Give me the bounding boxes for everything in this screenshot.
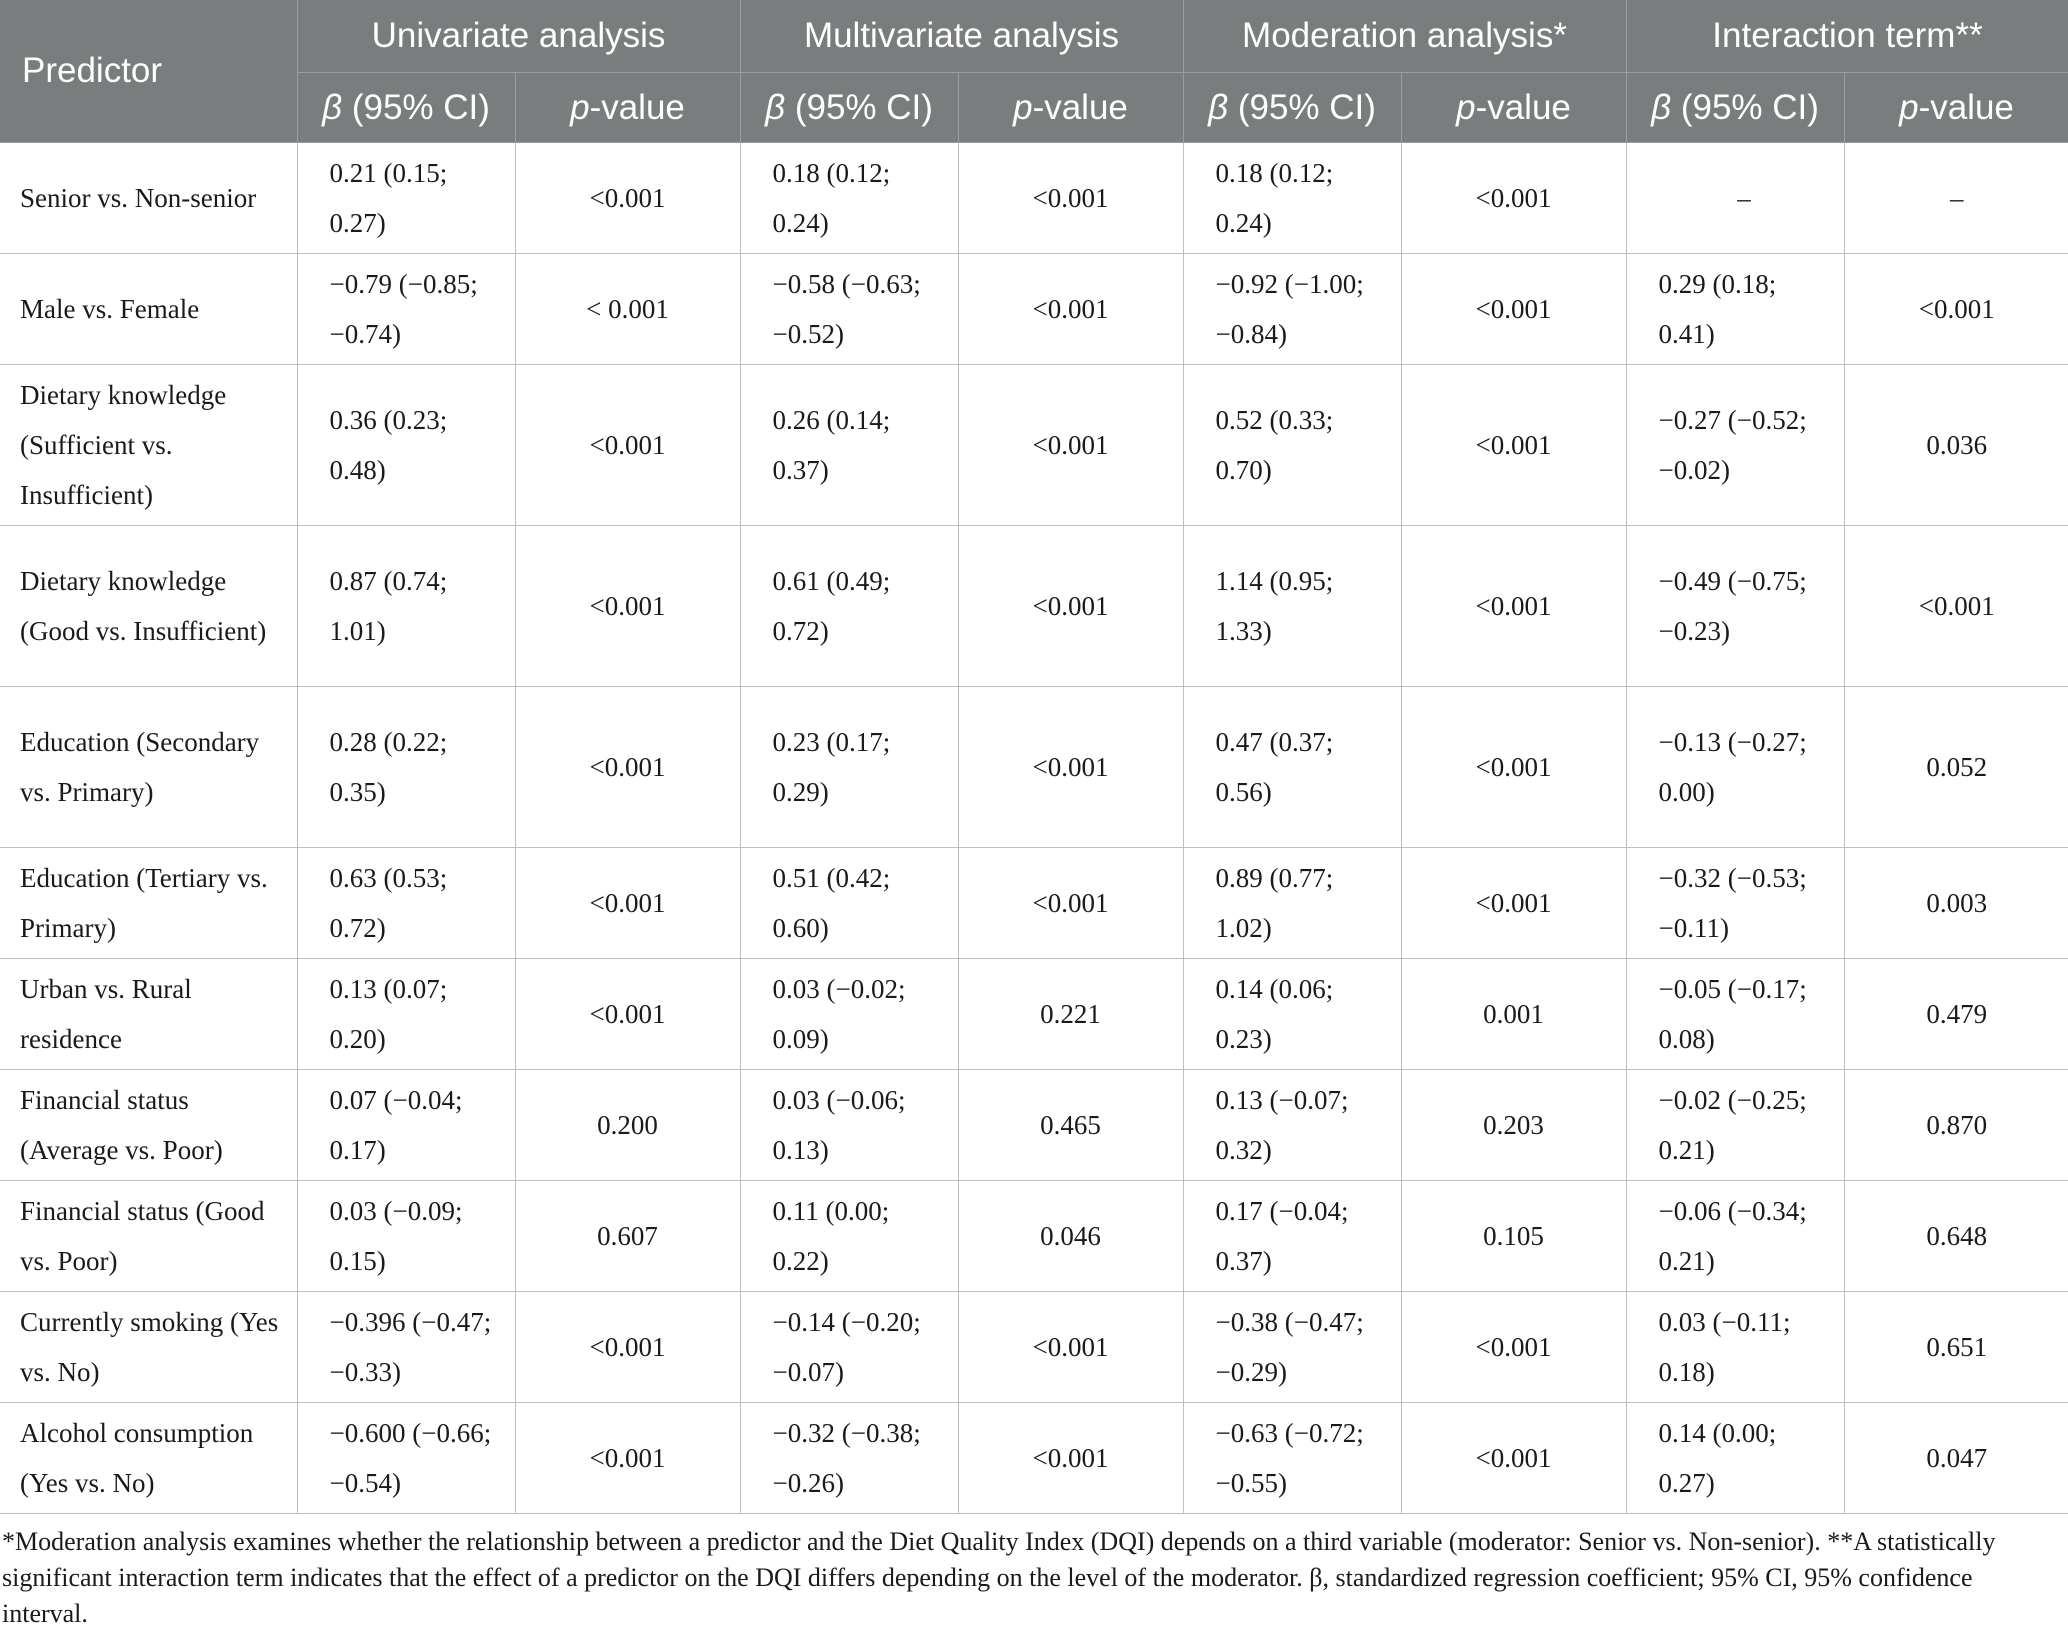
beta-symbol: β <box>765 87 786 127</box>
interaction-beta-ci-cell: – <box>1626 143 1844 254</box>
predictor-cell: Education (Tertiary vs. Primary) <box>0 848 297 959</box>
moderation-beta-ci-cell: 0.17 (−0.04; 0.37) <box>1183 1181 1401 1292</box>
multivariate-p-value-cell: <0.001 <box>958 254 1183 365</box>
multivariate-beta-ci-cell: 0.11 (0.00; 0.22) <box>740 1181 958 1292</box>
univariate-p-value-header <box>515 73 740 143</box>
table-row <box>0 959 2068 1070</box>
moderation-p-value-cell: 0.001 <box>1401 959 1626 1070</box>
moderation-p-value-cell: 0.203 <box>1401 1070 1626 1181</box>
univariate-beta-ci-header <box>297 73 515 143</box>
moderation-p-value-cell: <0.001 <box>1401 848 1626 959</box>
interaction-beta-ci-cell: −0.27 (−0.52; −0.02) <box>1626 365 1844 526</box>
multivariate-p-value-cell: <0.001 <box>958 143 1183 254</box>
multivariate-p-value-cell: <0.001 <box>958 365 1183 526</box>
moderation-beta-ci-cell: −0.63 (−0.72; −0.55) <box>1183 1403 1401 1514</box>
interaction-beta-ci-cell: 0.03 (−0.11; 0.18) <box>1626 1292 1844 1403</box>
interaction-p-value-cell: <0.001 <box>1844 254 2068 365</box>
multivariate-beta-ci-cell: 0.61 (0.49; 0.72) <box>740 526 958 687</box>
univariate-beta-ci-cell: 0.07 (−0.04; 0.17) <box>297 1070 515 1181</box>
table-row <box>0 526 2068 687</box>
moderation-beta-ci-cell: 0.18 (0.12; 0.24) <box>1183 143 1401 254</box>
multivariate-beta-ci-cell: 0.03 (−0.06; 0.13) <box>740 1070 958 1181</box>
moderation-beta-ci-cell: 0.52 (0.33; 0.70) <box>1183 365 1401 526</box>
interaction-p-value-cell: <0.001 <box>1844 526 2068 687</box>
moderation-p-value-cell: <0.001 <box>1401 526 1626 687</box>
multivariate-group-header: Multivariate analysis <box>740 0 1183 73</box>
univariate-p-value-cell: <0.001 <box>515 526 740 687</box>
interaction-beta-ci-cell: 0.14 (0.00; 0.27) <box>1626 1403 1844 1514</box>
multivariate-p-value-cell: <0.001 <box>958 526 1183 687</box>
predictor-cell: Alcohol consumption (Yes vs. No) <box>0 1403 297 1514</box>
interaction-beta-ci-cell: −0.32 (−0.53; −0.11) <box>1626 848 1844 959</box>
ci-label: (95% CI) <box>1228 87 1376 127</box>
predictor-cell: Male vs. Female <box>0 254 297 365</box>
interaction-p-value-cell: 0.870 <box>1844 1070 2068 1181</box>
table-header <box>0 0 2068 143</box>
p-italic: p <box>1899 87 1919 127</box>
interaction-p-value-header <box>1844 73 2068 143</box>
table-row <box>0 687 2068 848</box>
table-row <box>0 1181 2068 1292</box>
univariate-beta-ci-cell: 0.63 (0.53; 0.72) <box>297 848 515 959</box>
interaction-p-value-cell: 0.052 <box>1844 687 2068 848</box>
moderation-beta-ci-cell: 0.13 (−0.07; 0.32) <box>1183 1070 1401 1181</box>
multivariate-beta-ci-cell: 0.23 (0.17; 0.29) <box>740 687 958 848</box>
multivariate-p-value-cell: <0.001 <box>958 848 1183 959</box>
beta-symbol: β <box>322 87 343 127</box>
interaction-p-value-cell: 0.479 <box>1844 959 2068 1070</box>
table-row <box>0 1292 2068 1403</box>
moderation-beta-ci-cell: −0.38 (−0.47; −0.29) <box>1183 1292 1401 1403</box>
predictor-cell: Urban vs. Rural residence <box>0 959 297 1070</box>
univariate-group-header: Univariate analysis <box>297 0 740 73</box>
moderation-beta-ci-cell: 0.89 (0.77; 1.02) <box>1183 848 1401 959</box>
ci-label: (95% CI) <box>342 87 490 127</box>
interaction-beta-ci-cell: −0.06 (−0.34; 0.21) <box>1626 1181 1844 1292</box>
multivariate-p-value-header <box>958 73 1183 143</box>
interaction-p-value-cell: 0.047 <box>1844 1403 2068 1514</box>
multivariate-beta-ci-cell: 0.18 (0.12; 0.24) <box>740 143 958 254</box>
multivariate-beta-ci-cell: 0.51 (0.42; 0.60) <box>740 848 958 959</box>
interaction-group-header: Interaction term** <box>1626 0 2068 73</box>
moderation-p-value-header <box>1401 73 1626 143</box>
multivariate-beta-ci-cell: −0.14 (−0.20; −0.07) <box>740 1292 958 1403</box>
multivariate-p-value-cell: 0.465 <box>958 1070 1183 1181</box>
univariate-p-value-cell: 0.200 <box>515 1070 740 1181</box>
moderation-beta-ci-cell: 0.47 (0.37; 0.56) <box>1183 687 1401 848</box>
interaction-p-value-cell: 0.036 <box>1844 365 2068 526</box>
interaction-beta-ci-cell: −0.02 (−0.25; 0.21) <box>1626 1070 1844 1181</box>
table-body <box>0 143 2068 1514</box>
univariate-p-value-cell: < 0.001 <box>515 254 740 365</box>
predictor-cell: Currently smoking (Yes vs. No) <box>0 1292 297 1403</box>
univariate-beta-ci-cell: 0.21 (0.15; 0.27) <box>297 143 515 254</box>
multivariate-beta-ci-header <box>740 73 958 143</box>
table-row <box>0 254 2068 365</box>
p-value-label: -value <box>1475 87 1571 127</box>
univariate-beta-ci-cell: 0.13 (0.07; 0.20) <box>297 959 515 1070</box>
moderation-group-header: Moderation analysis* <box>1183 0 1626 73</box>
multivariate-beta-ci-cell: −0.58 (−0.63; −0.52) <box>740 254 958 365</box>
moderation-p-value-cell: <0.001 <box>1401 365 1626 526</box>
univariate-p-value-cell: <0.001 <box>515 848 740 959</box>
interaction-p-value-cell: 0.648 <box>1844 1181 2068 1292</box>
interaction-beta-ci-cell: −0.13 (−0.27; 0.00) <box>1626 687 1844 848</box>
interaction-p-value-cell: 0.651 <box>1844 1292 2068 1403</box>
univariate-beta-ci-cell: 0.03 (−0.09; 0.15) <box>297 1181 515 1292</box>
multivariate-beta-ci-cell: −0.32 (−0.38; −0.26) <box>740 1403 958 1514</box>
multivariate-p-value-cell: <0.001 <box>958 687 1183 848</box>
p-italic: p <box>570 87 590 127</box>
univariate-beta-ci-cell: −0.79 (−0.85; −0.74) <box>297 254 515 365</box>
univariate-beta-ci-cell: −0.396 (−0.47; −0.33) <box>297 1292 515 1403</box>
interaction-beta-ci-cell: −0.05 (−0.17; 0.08) <box>1626 959 1844 1070</box>
beta-symbol: β <box>1208 87 1229 127</box>
predictor-cell: Dietary knowledge (Sufficient vs. Insufficient) <box>0 365 297 526</box>
moderation-p-value-cell: <0.001 <box>1401 1403 1626 1514</box>
table-row <box>0 848 2068 959</box>
table-row <box>0 1070 2068 1181</box>
p-italic: p <box>1456 87 1476 127</box>
multivariate-p-value-cell: <0.001 <box>958 1292 1183 1403</box>
table-row <box>0 1403 2068 1514</box>
moderation-p-value-cell: <0.001 <box>1401 687 1626 848</box>
predictor-cell: Financial status (Average vs. Poor) <box>0 1070 297 1181</box>
interaction-beta-ci-header <box>1626 73 1844 143</box>
p-italic: p <box>1013 87 1033 127</box>
multivariate-beta-ci-cell: 0.03 (−0.02; 0.09) <box>740 959 958 1070</box>
moderation-beta-ci-cell: 1.14 (0.95; 1.33) <box>1183 526 1401 687</box>
multivariate-beta-ci-cell: 0.26 (0.14; 0.37) <box>740 365 958 526</box>
interaction-beta-ci-cell: −0.49 (−0.75; −0.23) <box>1626 526 1844 687</box>
multivariate-p-value-cell: 0.221 <box>958 959 1183 1070</box>
moderation-beta-ci-header <box>1183 73 1401 143</box>
univariate-beta-ci-cell: 0.36 (0.23; 0.48) <box>297 365 515 526</box>
moderation-p-value-cell: 0.105 <box>1401 1181 1626 1292</box>
predictor-column-header: Predictor <box>0 0 297 143</box>
interaction-beta-ci-cell: 0.29 (0.18; 0.41) <box>1626 254 1844 365</box>
moderation-p-value-cell: <0.001 <box>1401 143 1626 254</box>
interaction-p-value-cell: 0.003 <box>1844 848 2068 959</box>
predictor-cell: Financial status (Good vs. Poor) <box>0 1181 297 1292</box>
univariate-beta-ci-cell: −0.600 (−0.66; −0.54) <box>297 1403 515 1514</box>
interaction-p-value-cell: – <box>1844 143 2068 254</box>
beta-symbol: β <box>1651 87 1672 127</box>
univariate-p-value-cell: <0.001 <box>515 143 740 254</box>
univariate-p-value-cell: <0.001 <box>515 1403 740 1514</box>
moderation-beta-ci-cell: −0.92 (−1.00; −0.84) <box>1183 254 1401 365</box>
p-value-label: -value <box>589 87 685 127</box>
table-row <box>0 143 2068 254</box>
univariate-beta-ci-cell: 0.87 (0.74; 1.01) <box>297 526 515 687</box>
predictor-cell: Education (Secondary vs. Primary) <box>0 687 297 848</box>
moderation-p-value-cell: <0.001 <box>1401 1292 1626 1403</box>
ci-label: (95% CI) <box>1671 87 1819 127</box>
univariate-p-value-cell: <0.001 <box>515 687 740 848</box>
univariate-p-value-cell: <0.001 <box>515 365 740 526</box>
univariate-p-value-cell: <0.001 <box>515 1292 740 1403</box>
p-value-label: -value <box>1918 87 2014 127</box>
predictor-cell: Senior vs. Non-senior <box>0 143 297 254</box>
univariate-p-value-cell: <0.001 <box>515 959 740 1070</box>
p-value-label: -value <box>1032 87 1128 127</box>
moderation-p-value-cell: <0.001 <box>1401 254 1626 365</box>
moderation-beta-ci-cell: 0.14 (0.06; 0.23) <box>1183 959 1401 1070</box>
univariate-p-value-cell: 0.607 <box>515 1181 740 1292</box>
table-footnote: *Moderation analysis examines whether the relationship between a predictor and the Diet Quality Index (DQI) depends on a third variable (moderator: Senior vs. Non-senior). **A statistically significant interaction term indicates that the effect of a predictor on the DQI differs depending on the level of the moderator. β, standardized regression coefficient; 95% CI, 95% confidence interval. <box>2 1527 1996 1628</box>
ci-label: (95% CI) <box>785 87 933 127</box>
predictor-cell: Dietary knowledge (Good vs. Insufficient) <box>0 526 297 687</box>
table-row <box>0 365 2068 526</box>
multivariate-p-value-cell: 0.046 <box>958 1181 1183 1292</box>
multivariate-p-value-cell: <0.001 <box>958 1403 1183 1514</box>
univariate-beta-ci-cell: 0.28 (0.22; 0.35) <box>297 687 515 848</box>
